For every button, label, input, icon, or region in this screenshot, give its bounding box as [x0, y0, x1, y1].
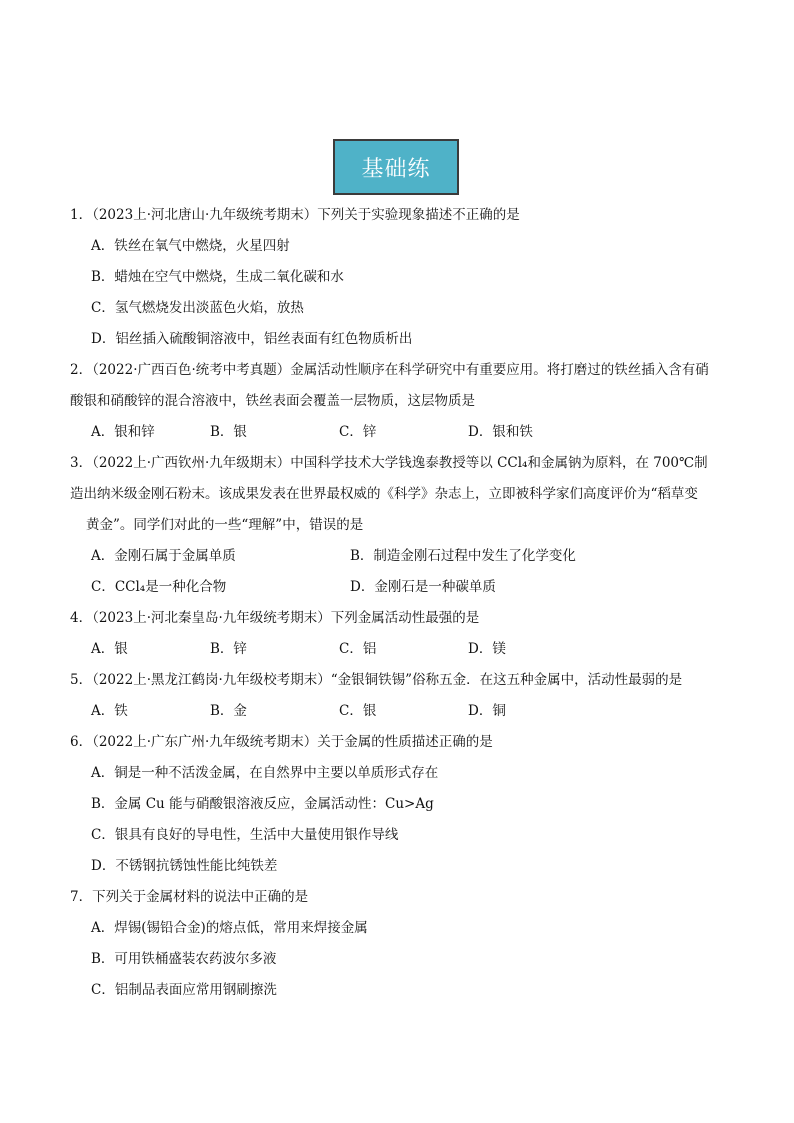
- option-d: D．银和铁: [468, 424, 533, 440]
- question-3: [70, 448, 730, 603]
- option-d: D．铝丝插入硫酸铜溶液中，铝丝表面有红色物质析出: [91, 331, 413, 347]
- option-b: B．金: [210, 703, 247, 719]
- option-b: B．蜡烛在空气中燃烧，生成二氧化碳和水: [91, 269, 344, 285]
- question-stem-line: 造出纳米级金刚石粉末。该成果发表在世界最权威的《科学》杂志上，立即被科学家们高度评价为“稻草变: [70, 486, 698, 502]
- option-a: A．金刚石属于金属单质: [91, 548, 236, 564]
- question-stem-line: 酸银和硝酸锌的混合溶液中，铁丝表面会覆盖一层物质，这层物质是: [70, 393, 475, 409]
- option-c: C．CCl₄是一种化合物: [91, 579, 227, 595]
- option-b: B．锌: [210, 641, 247, 657]
- option-a: A．铜是一种不活泼金属，在自然界中主要以单质形式存在: [91, 765, 439, 781]
- options-row: [70, 696, 730, 727]
- option-b: B．制造金刚石过程中发生了化学变化: [350, 548, 576, 564]
- question-stem: 5．（2022上·黑龙江鹤岗·九年级校考期末）“金银铜铁锡”俗称五金．在这五种金属中，活动性最弱的是: [70, 672, 683, 688]
- options-row: [70, 417, 730, 448]
- section-title: 基础练: [361, 156, 431, 182]
- question-2: [70, 355, 730, 448]
- option-a: A．焊锡(锡铅合金)的熔点低，常用来焊接金属: [91, 920, 368, 936]
- option-b: B．银: [210, 424, 247, 440]
- option-c: C．银具有良好的导电性，生活中大量使用银作导线: [91, 827, 399, 843]
- question-5: [70, 665, 730, 727]
- question-6: [70, 727, 730, 882]
- question-stem: 7．下列关于金属材料的说法中正确的是: [70, 889, 309, 905]
- question-stem: 1．（2023上·河北唐山·九年级统考期末）下列关于实验现象描述不正确的是: [70, 207, 520, 223]
- option-c: C．锌: [339, 424, 377, 440]
- question-stem: 4．（2023上·河北秦皇岛·九年级统考期末）下列金属活动性最强的是: [70, 610, 480, 626]
- options-row: [70, 572, 730, 603]
- option-d: D．金刚石是一种碳单质: [350, 579, 496, 595]
- option-c: C．铝制品表面应常用钢刷擦洗: [91, 982, 277, 998]
- option-c: C．氢气燃烧发出淡蓝色火焰，放热: [91, 300, 304, 316]
- option-a: A．银和锌: [91, 424, 155, 440]
- option-c: C．银: [339, 703, 377, 719]
- question-stem-line: 黄金”。同学们对此的一些“理解”中，错误的是: [86, 517, 364, 533]
- option-d: D．不锈钢抗锈蚀性能比纯铁差: [91, 858, 278, 874]
- section-title-box: [333, 139, 459, 195]
- options-row: [70, 541, 730, 572]
- options-row: [70, 634, 730, 665]
- option-d: D．铜: [468, 703, 506, 719]
- question-stem-line: 3．（2022上·广西钦州·九年级期末）中国科学技术大学钱逸泰教授等以 CCl₄和金属钠为原料，在 700℃制: [70, 455, 708, 471]
- option-a: A．铁: [91, 703, 128, 719]
- question-1: [70, 200, 730, 355]
- option-b: B．金属 Cu 能与硝酸银溶液反应，金属活动性：Cu>Ag: [91, 796, 434, 812]
- option-b: B．可用铁桶盛装农药波尔多液: [91, 951, 277, 967]
- option-a: A．铁丝在氧气中燃烧，火星四射: [91, 238, 290, 254]
- option-d: D．镁: [468, 641, 506, 657]
- question-list: [70, 200, 730, 1006]
- option-a: A．银: [91, 641, 128, 657]
- question-stem-line: 2．（2022·广西百色·统考中考真题）金属活动性顺序在科学研究中有重要应用。将打磨过的铁丝插入含有硝: [70, 362, 709, 378]
- question-7: [70, 882, 730, 1006]
- question-stem: 6．（2022上·广东广州·九年级统考期末）关于金属的性质描述正确的是: [70, 734, 493, 750]
- option-c: C．铝: [339, 641, 377, 657]
- question-4: [70, 603, 730, 665]
